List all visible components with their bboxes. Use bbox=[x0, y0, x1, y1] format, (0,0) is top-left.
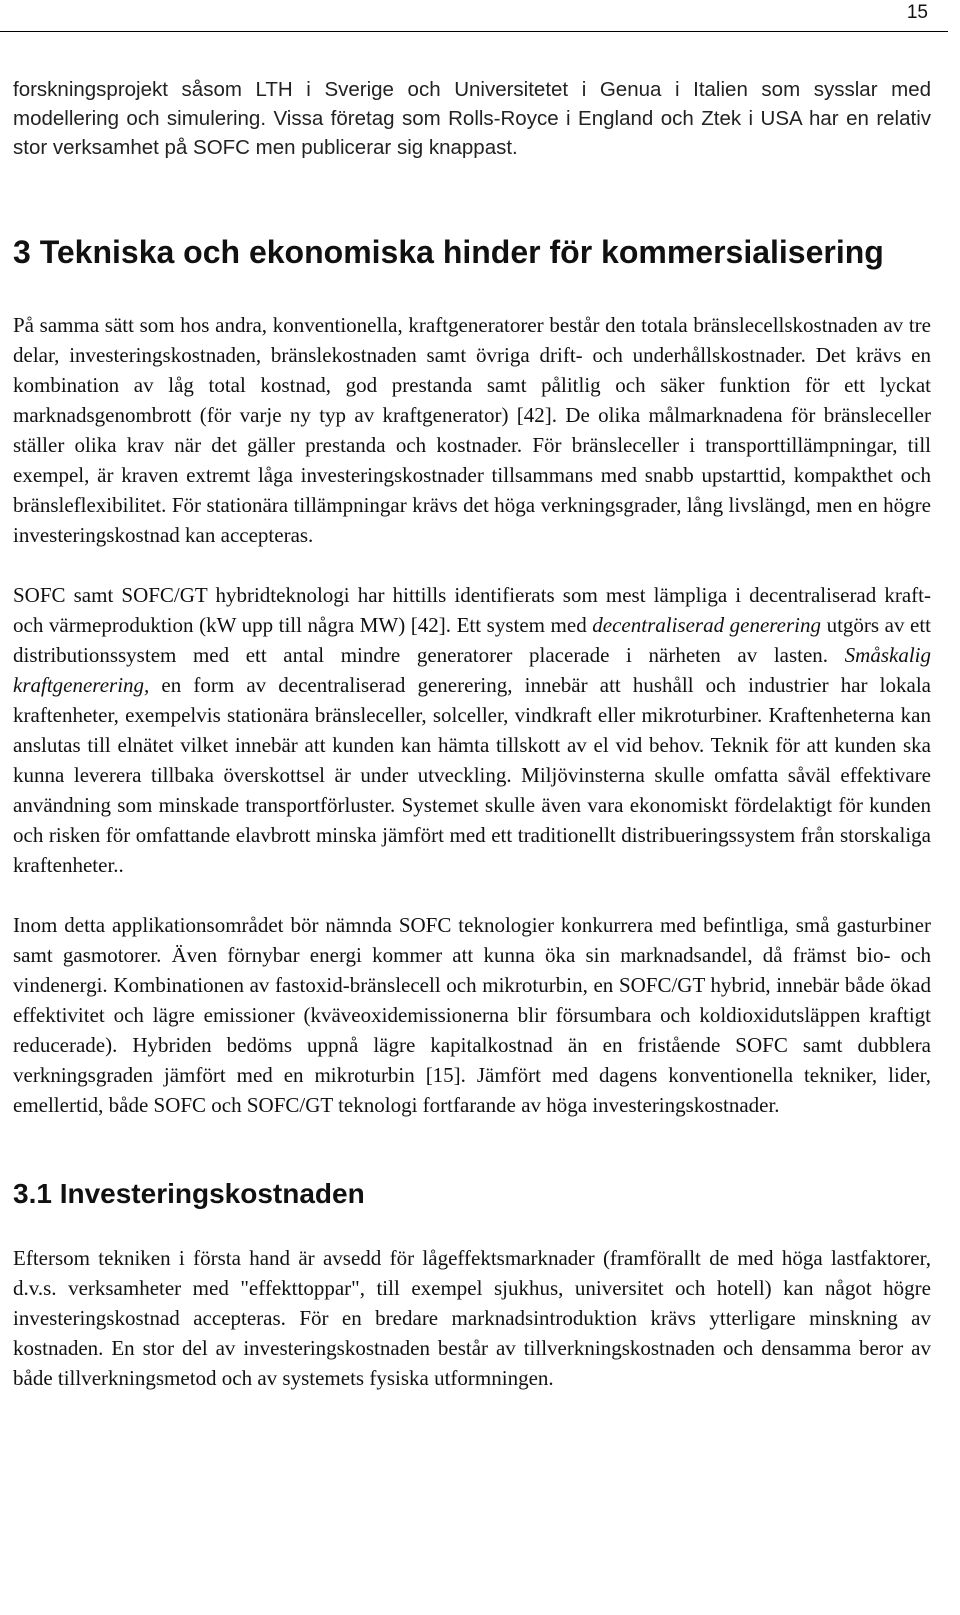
section-3-1-paragraph-1: Eftersom tekniken i första hand är avsedd för lågeffektsmarknader (framförallt de med höga lastfaktorer, d.v.s. verksamheter med "effekttoppar", till exempel sjukhus, universitet och hotell) kan något högre investeringskostnad accepteras. För en bredare marknadsintroduktion krävs ytterligare minskning av kostnaden. En stor del av investeringskostnaden består av tillverkningskostnaden och densamma beror av både tillverkningsmetod och av systemets fysiska utformningen. bbox=[13, 1246, 931, 1390]
term-decentraliserad-generering: decentraliserad generering bbox=[592, 613, 821, 637]
section-3-paragraph-1: På samma sätt som hos andra, konventionella, kraftgeneratorer består den totala bränslecellskostnaden av tre delar, investeringskostnaden, bränslekostnaden samt övriga drift- och underhållskostnader. Det krävs en kombination av låg total kostnad, god prestanda samt pålitlig och säker funktion för ett lyckat marknadsgenombrott (för varje ny typ av kraftgenerator) [42]. De olika målmarknadena för bränsleceller ställer olika krav när det gäller prestanda och kostnader. För bränsleceller i transporttillämpningar, till exempel, är kraven extremt låga investeringskostnader tillsammans med snabb upstarttid, kompakthet och bränsleflexibilitet. För stationära tillämpningar krävs det höga verkningsgrader, lång livslängd, men en högre investeringskostnad kan accepteras. bbox=[13, 313, 931, 547]
paragraph-2-text-1: SOFC samt SOFC/GT hybridteknologi har hittills identifierats som mest lämpliga i decentraliserad kraft- och värmeproduktion (kW upp till några MW) [42]. Ett system med bbox=[13, 583, 931, 637]
section-3-paragraph-2 bbox=[13, 580, 931, 880]
term-smaskalig-kraftgenerering: Småskalig kraftgenerering, bbox=[13, 643, 931, 697]
section-3-1-heading: 3.1 Investeringskostnaden bbox=[13, 1178, 365, 1209]
page-number: 15 bbox=[906, 2, 928, 23]
section-3-heading: 3 Tekniska och ekonomiska hinder för kommersialisering bbox=[13, 234, 884, 270]
paragraph-2-text-2: utgörs av ett distributionssystem med ett antal mindre generatorer placerade i närheten av lasten. bbox=[13, 613, 931, 667]
paragraph-2-text-3: en form av decentraliserad generering, innebär att hushåll och industrier har lokala kraftenheter, exempelvis stationära bränsleceller, solceller, vindkraft eller mikroturbiner. Kraftenheterna kan anslutas till elnätet vilket innebär att kunden kan hämta tillskott av el vid behov. Teknik för att kunden ska kunna leverera tillbaka överskottsel är under utveckling. Miljövinsterna skulle omfatta såväl effektivare användning som minskade transportförluster. Systemet skulle även vara ekonomiskt fördelaktigt för kunden och risken för omfattande elavbrott minska jämfört med ett traditionellt distribueringssystem från storskaliga kraftenheter.. bbox=[13, 673, 931, 877]
header-rule bbox=[0, 31, 948, 32]
section-3-paragraph-3: Inom detta applikationsområdet bör nämnda SOFC teknologier konkurrera med befintliga, små gasturbiner samt gasmotorer. Även förnybar energi kommer att kunna öka sin marknadsandel, då främst bio- och vindenergi. Kombinationen av fastoxid-bränslecell och mikroturbin, en SOFC/GT hybrid, innebär både ökad effektivitet och lägre emissioner (kväveoxidemissionerna blir försumbara och koldioxidutsläppen kraftigt reducerade). Hybriden bedöms uppnå lägre kapitalkostnad än en fristående SOFC samt dubblera verkningsgraden jämfört med en mikroturbin [15]. Jämfört med dagens konventionella tekniker, lider, emellertid, både SOFC och SOFC/GT teknologi fortfarande av höga investeringskostnader. bbox=[13, 913, 931, 1117]
intro-paragraph: forskningsprojekt såsom LTH i Sverige och Universitetet i Genua i Italien som sysslar med modellering och simulering. Vissa företag som Rolls-Royce i England och Ztek i USA har en relativ stor verksamhet på SOFC men publicerar sig knappast. bbox=[13, 78, 931, 159]
document-body bbox=[13, 75, 931, 1393]
